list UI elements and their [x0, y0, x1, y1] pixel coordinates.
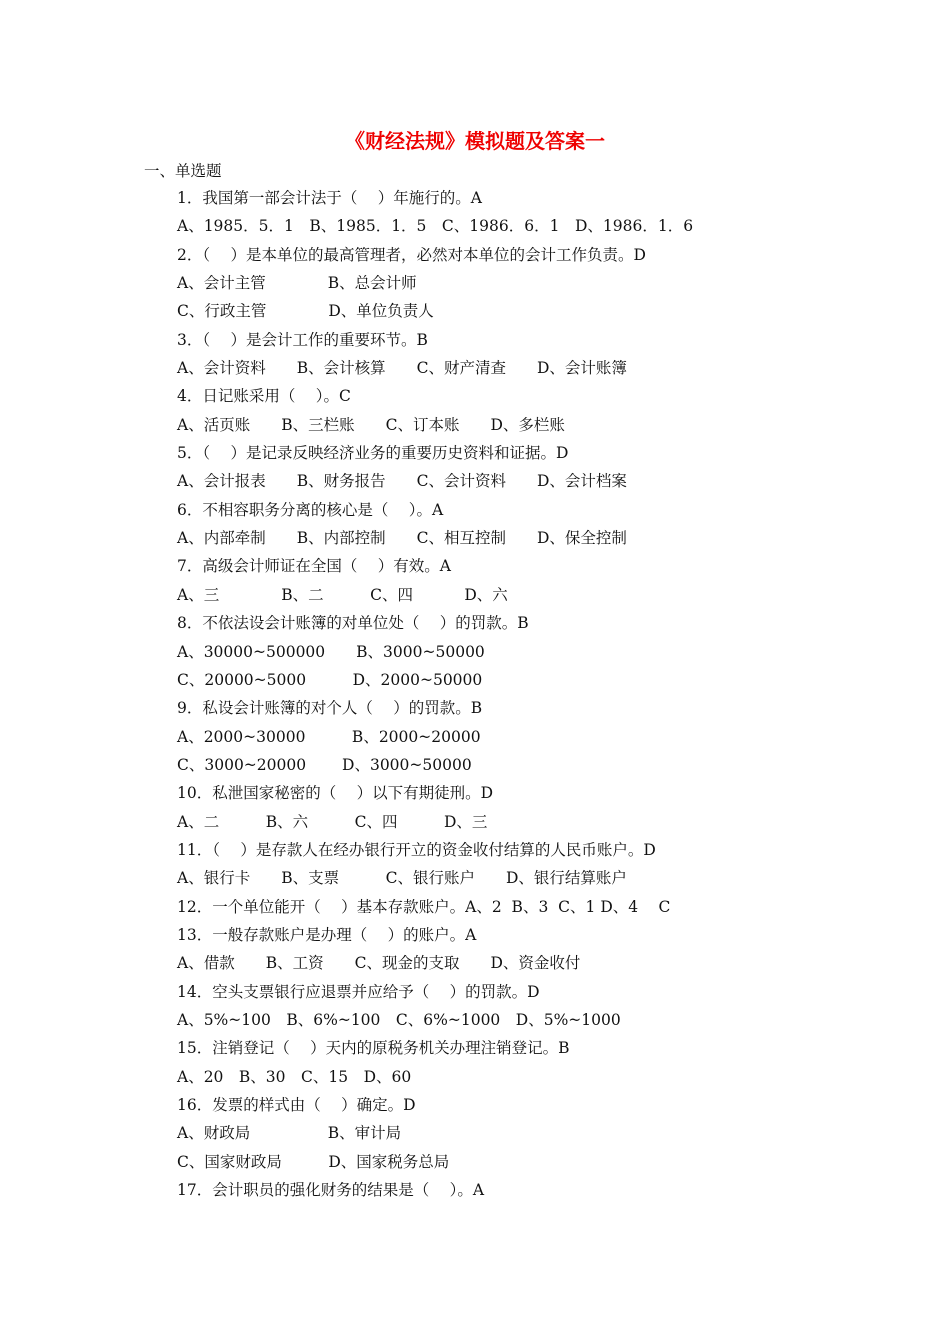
question-10: 10．私泄国家秘密的（ ）以下有期徒刑。D: [177, 784, 494, 803]
question-15: 15．注销登记（ ）天内的原税务机关办理注销登记。B: [177, 1039, 570, 1058]
options-8a: A、30000~500000 B、3000~50000: [177, 642, 485, 661]
options-13: A、借款 B、工资 C、现金的支取 D、资金收付: [177, 954, 581, 973]
question-9: 9．私设会计账簿的对个人（ ）的罚款。B: [177, 699, 483, 718]
options-16b: C、国家财政局 D、国家税务总局: [177, 1152, 450, 1171]
question-5: 5．（ ）是记录反映经济业务的重要历史资料和证据。D: [177, 444, 569, 463]
options-14: A、5%~100 B、6%~100 C、6%~1000 D、5%~1000: [177, 1010, 621, 1029]
section-heading: 一、单选题: [144, 162, 222, 180]
question-14: 14．空头支票银行应退票并应给予（ ）的罚款。D: [177, 982, 540, 1001]
options-8b: C、20000~5000 D、2000~50000: [177, 670, 483, 689]
options-16a: A、财政局 B、审计局: [177, 1124, 402, 1143]
question-17: 17．会计职员的强化财务的结果是（ ）。A: [177, 1181, 485, 1200]
options-1: A、1985．5．1 B、1985．1．5 C、1986．6．1 D、1986．1．6: [177, 217, 694, 236]
options-7: A、三 B、二 C、四 D、六: [177, 585, 508, 604]
question-1: 1．我国第一部会计法于（ ）年施行的。A: [177, 189, 482, 207]
question-12: 12．一个单位能开（ ）基本存款账户。A、2 B、3 C、1 D、4 C: [177, 897, 671, 916]
options-9b: C、3000~20000 D、3000~50000: [177, 755, 472, 774]
options-10: A、二 B、六 C、四 D、三: [177, 812, 488, 831]
question-11: 11．（ ）是存款人在经办银行开立的资金收付结算的人民币账户。D: [177, 840, 656, 859]
question-13: 13．一般存款账户是办理（ ）的账户。A: [177, 925, 477, 944]
options-2b: C、行政主管 D、单位负责人: [177, 302, 434, 321]
options-5: A、会计报表 B、财务报告 C、会计资料 D、会计档案: [177, 472, 627, 491]
question-list: [177, 184, 897, 1204]
question-3: 3．（ ）是会计工作的重要环节。B: [177, 330, 428, 349]
question-6: 6．不相容职务分离的核心是（ ）。A: [177, 500, 444, 519]
question-2: 2．（ ）是本单位的最高管理者，必然对本单位的会计工作负责。D: [177, 245, 646, 264]
question-4: 4．日记账采用（ ）。C: [177, 387, 351, 406]
options-3: A、会计资料 B、会计核算 C、财产清查 D、会计账簿: [177, 359, 627, 378]
options-4: A、活页账 B、三栏账 C、订本账 D、多栏账: [177, 415, 565, 434]
question-16: 16．发票的样式由（ ）确定。D: [177, 1096, 416, 1114]
options-9a: A、2000~30000 B、2000~20000: [177, 727, 481, 746]
document-title: 《财经法规》模拟题及答案一: [345, 129, 605, 153]
options-11: A、银行卡 B、支票 C、银行账户 D、银行结算账户: [177, 869, 627, 888]
options-15: A、20 B、30 C、15 D、60: [177, 1067, 412, 1086]
options-6: A、内部牵制 B、内部控制 C、相互控制 D、保全控制: [177, 529, 627, 548]
question-8: 8．不依法设会计账簿的对单位处（ ）的罚款。B: [177, 614, 529, 633]
options-2a: A、会计主管 B、总会计师: [177, 274, 417, 293]
question-7: 7．高级会计师证在全国（ ）有效。A: [177, 557, 451, 576]
